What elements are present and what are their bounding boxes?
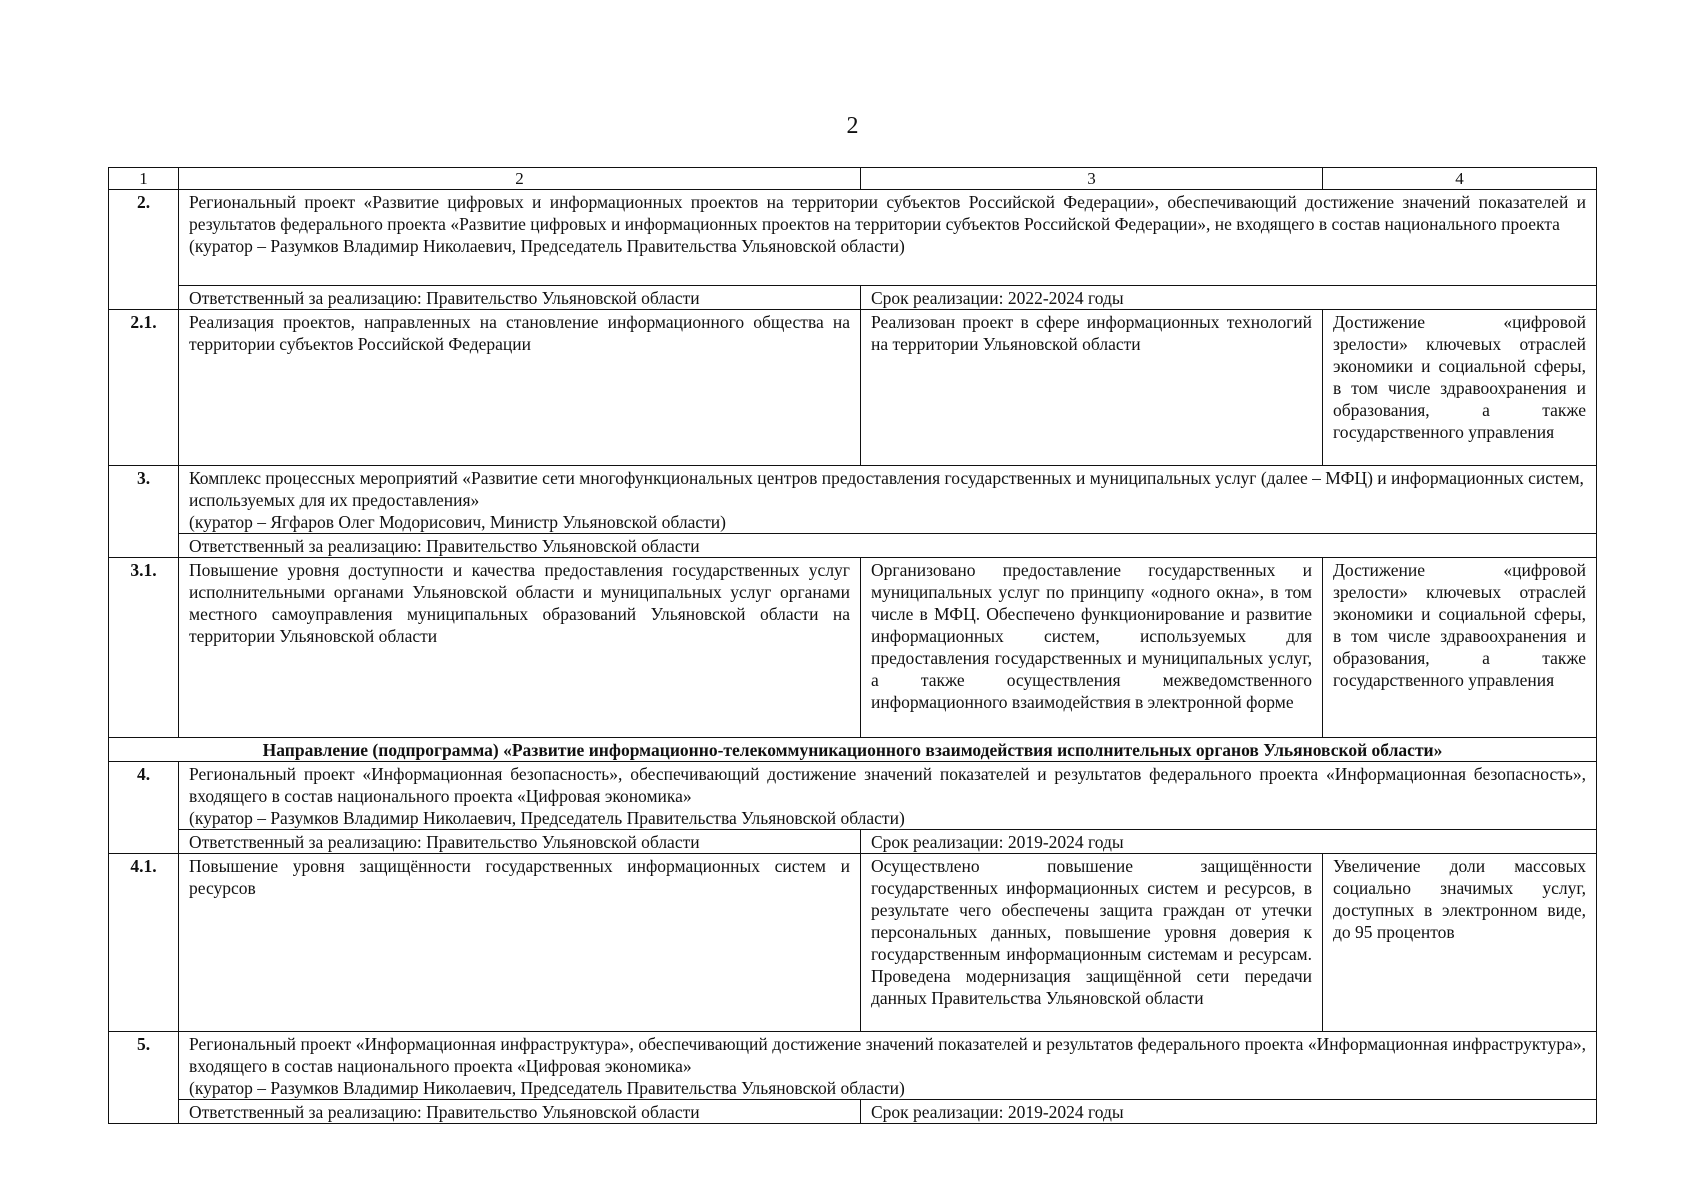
row-number: 4. [109,762,179,854]
result-cell: Реализован проект в сфере информационных технологий на территории Ульяновской области [861,310,1323,466]
row-number: 3.1. [109,558,179,738]
task-row [109,310,1597,466]
responsible-row [109,1100,1597,1124]
column-numbers-row [109,168,1597,190]
column-number: 3 [861,168,1323,190]
responsible-cell: Ответственный за реализацию: Правительство Ульяновской области [179,534,1597,558]
task-row [109,854,1597,1032]
task-cell: Повышение уровня защищённости государственных информационных систем и ресурсов [179,854,861,1032]
responsible-cell: Ответственный за реализацию: Правительство Ульяновской области [179,286,861,310]
term-cell: Срок реализации: 2019-2024 годы [861,1100,1597,1124]
responsible-cell: Ответственный за реализацию: Правительство Ульяновской области [179,830,861,854]
row-number: 2. [109,190,179,310]
term-cell: Срок реализации: 2022-2024 годы [861,286,1597,310]
project-description: Региональный проект «Развитие цифровых и информационных проектов на территории субъектов Российской Федерации», обеспечивающий достижение значений показателей и результатов федерального проекта «Развитие цифровых и информационных проектов на территории субъектов Российской Федерации», не входящего в состав национального проекта (куратор – Разумков Владимир Николаевич, Председатель Правительства Ульяновской области) [179,190,1597,286]
complex-row [109,466,1597,534]
project-row [109,190,1597,286]
task-cell: Реализация проектов, направленных на становление информационного общества на территории субъектов Российской Федерации [179,310,861,466]
responsible-row [109,534,1597,558]
section-title: Направление (подпрограмма) «Развитие информационно-телекоммуникационного взаимодействия исполнительных органов Ульяновской области» [109,738,1597,762]
column-number: 1 [109,168,179,190]
result-cell: Осуществлено повышение защищённости государственных информационных систем и ресурсов, в результате чего обеспечены защита граждан от утечки персональных данных, повышение уровня доверия к государственным информационным системам и ресурсам. Проведена модернизация защищённой сети передачи данных Правительства Ульяновской области [861,854,1323,1032]
program-table [108,167,1597,1124]
link-cell: Достижение «цифровой зрелости» ключевых отраслей экономики и социальной сферы, в том числе здравоохранения и образования, а также государственного управления [1323,558,1597,738]
term-cell: Срок реализации: 2019-2024 годы [861,830,1597,854]
project-row [109,762,1597,830]
task-row [109,558,1597,738]
row-number: 4.1. [109,854,179,1032]
responsible-row [109,286,1597,310]
task-cell: Повышение уровня доступности и качества предоставления государственных услуг исполнительными органами Ульяновской области и муниципальных услуг органами местного самоуправления муниципальных образований Ульяновской области на территории Ульяновской области [179,558,861,738]
responsible-cell: Ответственный за реализацию: Правительство Ульяновской области [179,1100,861,1124]
responsible-row [109,830,1597,854]
column-number: 4 [1323,168,1597,190]
link-cell: Увеличение доли массовых социально значимых услуг, доступных в электронном виде, до 95 процентов [1323,854,1597,1032]
section-row [109,738,1597,762]
complex-description: Комплекс процессных мероприятий «Развитие сети многофункциональных центров предоставления государственных и муниципальных услуг (далее – МФЦ) и информационных систем, используемых для их предоставления» (куратор – Ягфаров Олег Модорисович, Министр Ульяновской области) [179,466,1597,534]
page-number: 2 [846,113,859,139]
project-description: Региональный проект «Информационная безопасность», обеспечивающий достижение значений показателей и результатов федерального проекта «Информационная безопасность», входящего в состав национального проекта «Цифровая экономика» (куратор – Разумков Владимир Николаевич, Председатель Правительства Ульяновской области) [179,762,1597,830]
result-cell: Организовано предоставление государственных и муниципальных услуг по принципу «одного окна», в том числе в МФЦ. Обеспечено функционирование и развитие информационных систем, используемых для предоставления государственных и муниципальных услуг, а также осуществления межведомственного информационного взаимодействия в электронной форме [861,558,1323,738]
row-number: 3. [109,466,179,558]
project-row [109,1032,1597,1100]
row-number: 2.1. [109,310,179,466]
link-cell: Достижение «цифровой зрелости» ключевых отраслей экономики и социальной сферы, в том числе здравоохранения и образования, а также государственного управления [1323,310,1597,466]
project-description: Региональный проект «Информационная инфраструктура», обеспечивающий достижение значений показателей и результатов федерального проекта «Информационная инфраструктура», входящего в состав национального проекта «Цифровая экономика» (куратор – Разумков Владимир Николаевич, Председатель Правительства Ульяновской области) [179,1032,1597,1100]
row-number: 5. [109,1032,179,1124]
column-number: 2 [179,168,861,190]
